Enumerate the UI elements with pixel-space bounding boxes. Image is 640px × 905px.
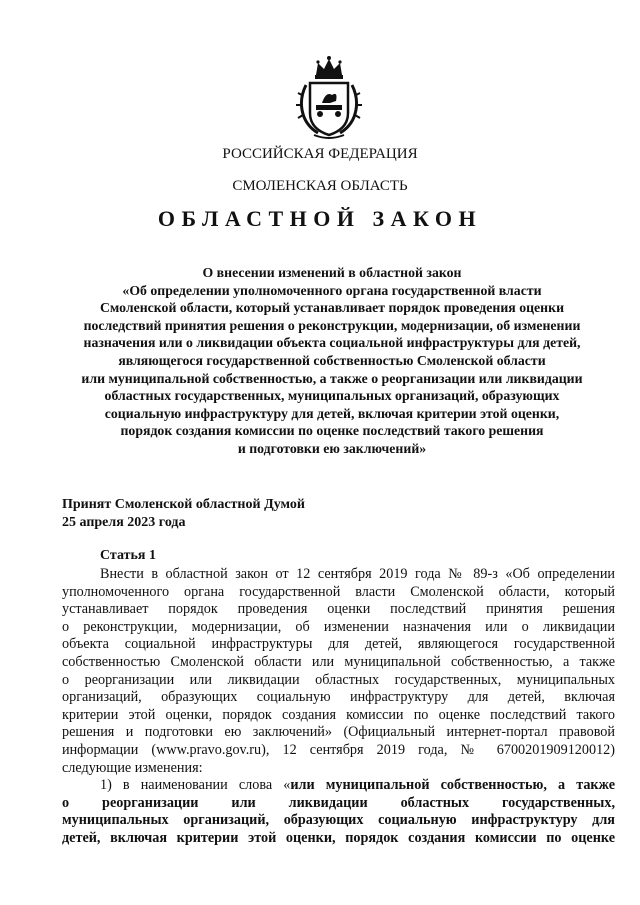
paragraph-line: уполномоченного органа государственной власти Смоленской области, который (62, 583, 615, 600)
item-1-lead: 1) в наименовании слова « (100, 777, 291, 794)
subject-line: назначения или о ликвидации объекта социальной инфраструктуры для детей, (83, 335, 581, 351)
subject-line: Смоленской области, который устанавливает порядок проведения оценки (99, 300, 565, 316)
subject-line: О внесении изменений в областной закон (202, 265, 462, 280)
paragraph-line: критерии этой оценки, порядок создания комиссии по оценке последствий такого (62, 706, 615, 723)
subject-line: областных государственных, муниципальных организаций, образующих (104, 388, 560, 404)
paragraph-line: решения и подготовки ею заключений» (Официальный интернет-портал правовой (62, 724, 615, 741)
subject-line: являющегося государственной собственностью Смоленской области (118, 352, 546, 368)
paragraph-line: объекта социальной инфраструктуры для детей, являющегося государственной (62, 636, 615, 653)
item-1-line: о реорганизации или ликвидации областных государственных, (62, 794, 615, 811)
document-type-title: ОБЛАСТНОЙ ЗАКОН (157, 206, 483, 231)
adopted-by: Принят Смоленской областной Думой (62, 497, 305, 512)
federation-title: РОССИЙСКАЯ ФЕДЕРАЦИЯ (222, 146, 418, 162)
paragraph-line: Внести в областной закон от 12 сентября 2019 года № 89-з «Об определении (100, 566, 615, 582)
article-body (62, 566, 615, 848)
adoption-date: 25 апреля 2023 года (62, 514, 186, 530)
item-1-line (62, 777, 615, 795)
adoption-info (62, 496, 462, 531)
paragraph-line: информации (www.pravo.gov.ru), 12 сентября 2019 года, № 6700201909120012) (62, 741, 615, 758)
article-heading: Статья 1 (100, 548, 156, 563)
item-1-line: детей, включая критерии этой оценки, порядок создания комиссии по оценке (62, 829, 615, 846)
paragraph-line: собственностью Смоленской области или муниципальной собственностью, а также (62, 653, 615, 670)
subject-line: или муниципальной собственностью, а также о реорганизации или ликвидации (81, 370, 583, 386)
paragraph-line: устанавливает порядок проведения оценки последствий принятия решения (62, 601, 615, 618)
subject-line: и подготовки ею заключений» (237, 440, 427, 456)
paragraph-line: о реконструкции, модернизации, об изменении назначения или о ликвидации (62, 618, 615, 635)
subject-line: порядок создания комиссии по оценке последствий такого решения (120, 423, 544, 439)
region-title: СМОЛЕНСКАЯ ОБЛАСТЬ (232, 178, 408, 194)
paragraph-line: организаций, образующих социальную инфраструктуру для детей, включая (62, 689, 615, 706)
subject-line: последствий принятия решения о реконструкции, модернизации, об изменении (83, 317, 581, 333)
item-1-bold-text: или муниципальной собственностью, а также (290, 777, 615, 794)
smolensk-coat-of-arms-icon (296, 55, 362, 141)
item-1-line: муниципальных организаций, образующих социальную инфраструктуру для (62, 812, 615, 829)
subject-line: «Об определении уполномоченного органа государственной власти (122, 282, 542, 298)
paragraph-line: следующие изменения: (62, 759, 203, 776)
law-subject (62, 264, 602, 458)
paragraph-line: о реорганизации или ликвидации областных государственных, муниципальных (62, 671, 615, 688)
subject-line: социальную инфраструктуру для детей, включая критерии этой оценки, (104, 405, 560, 421)
